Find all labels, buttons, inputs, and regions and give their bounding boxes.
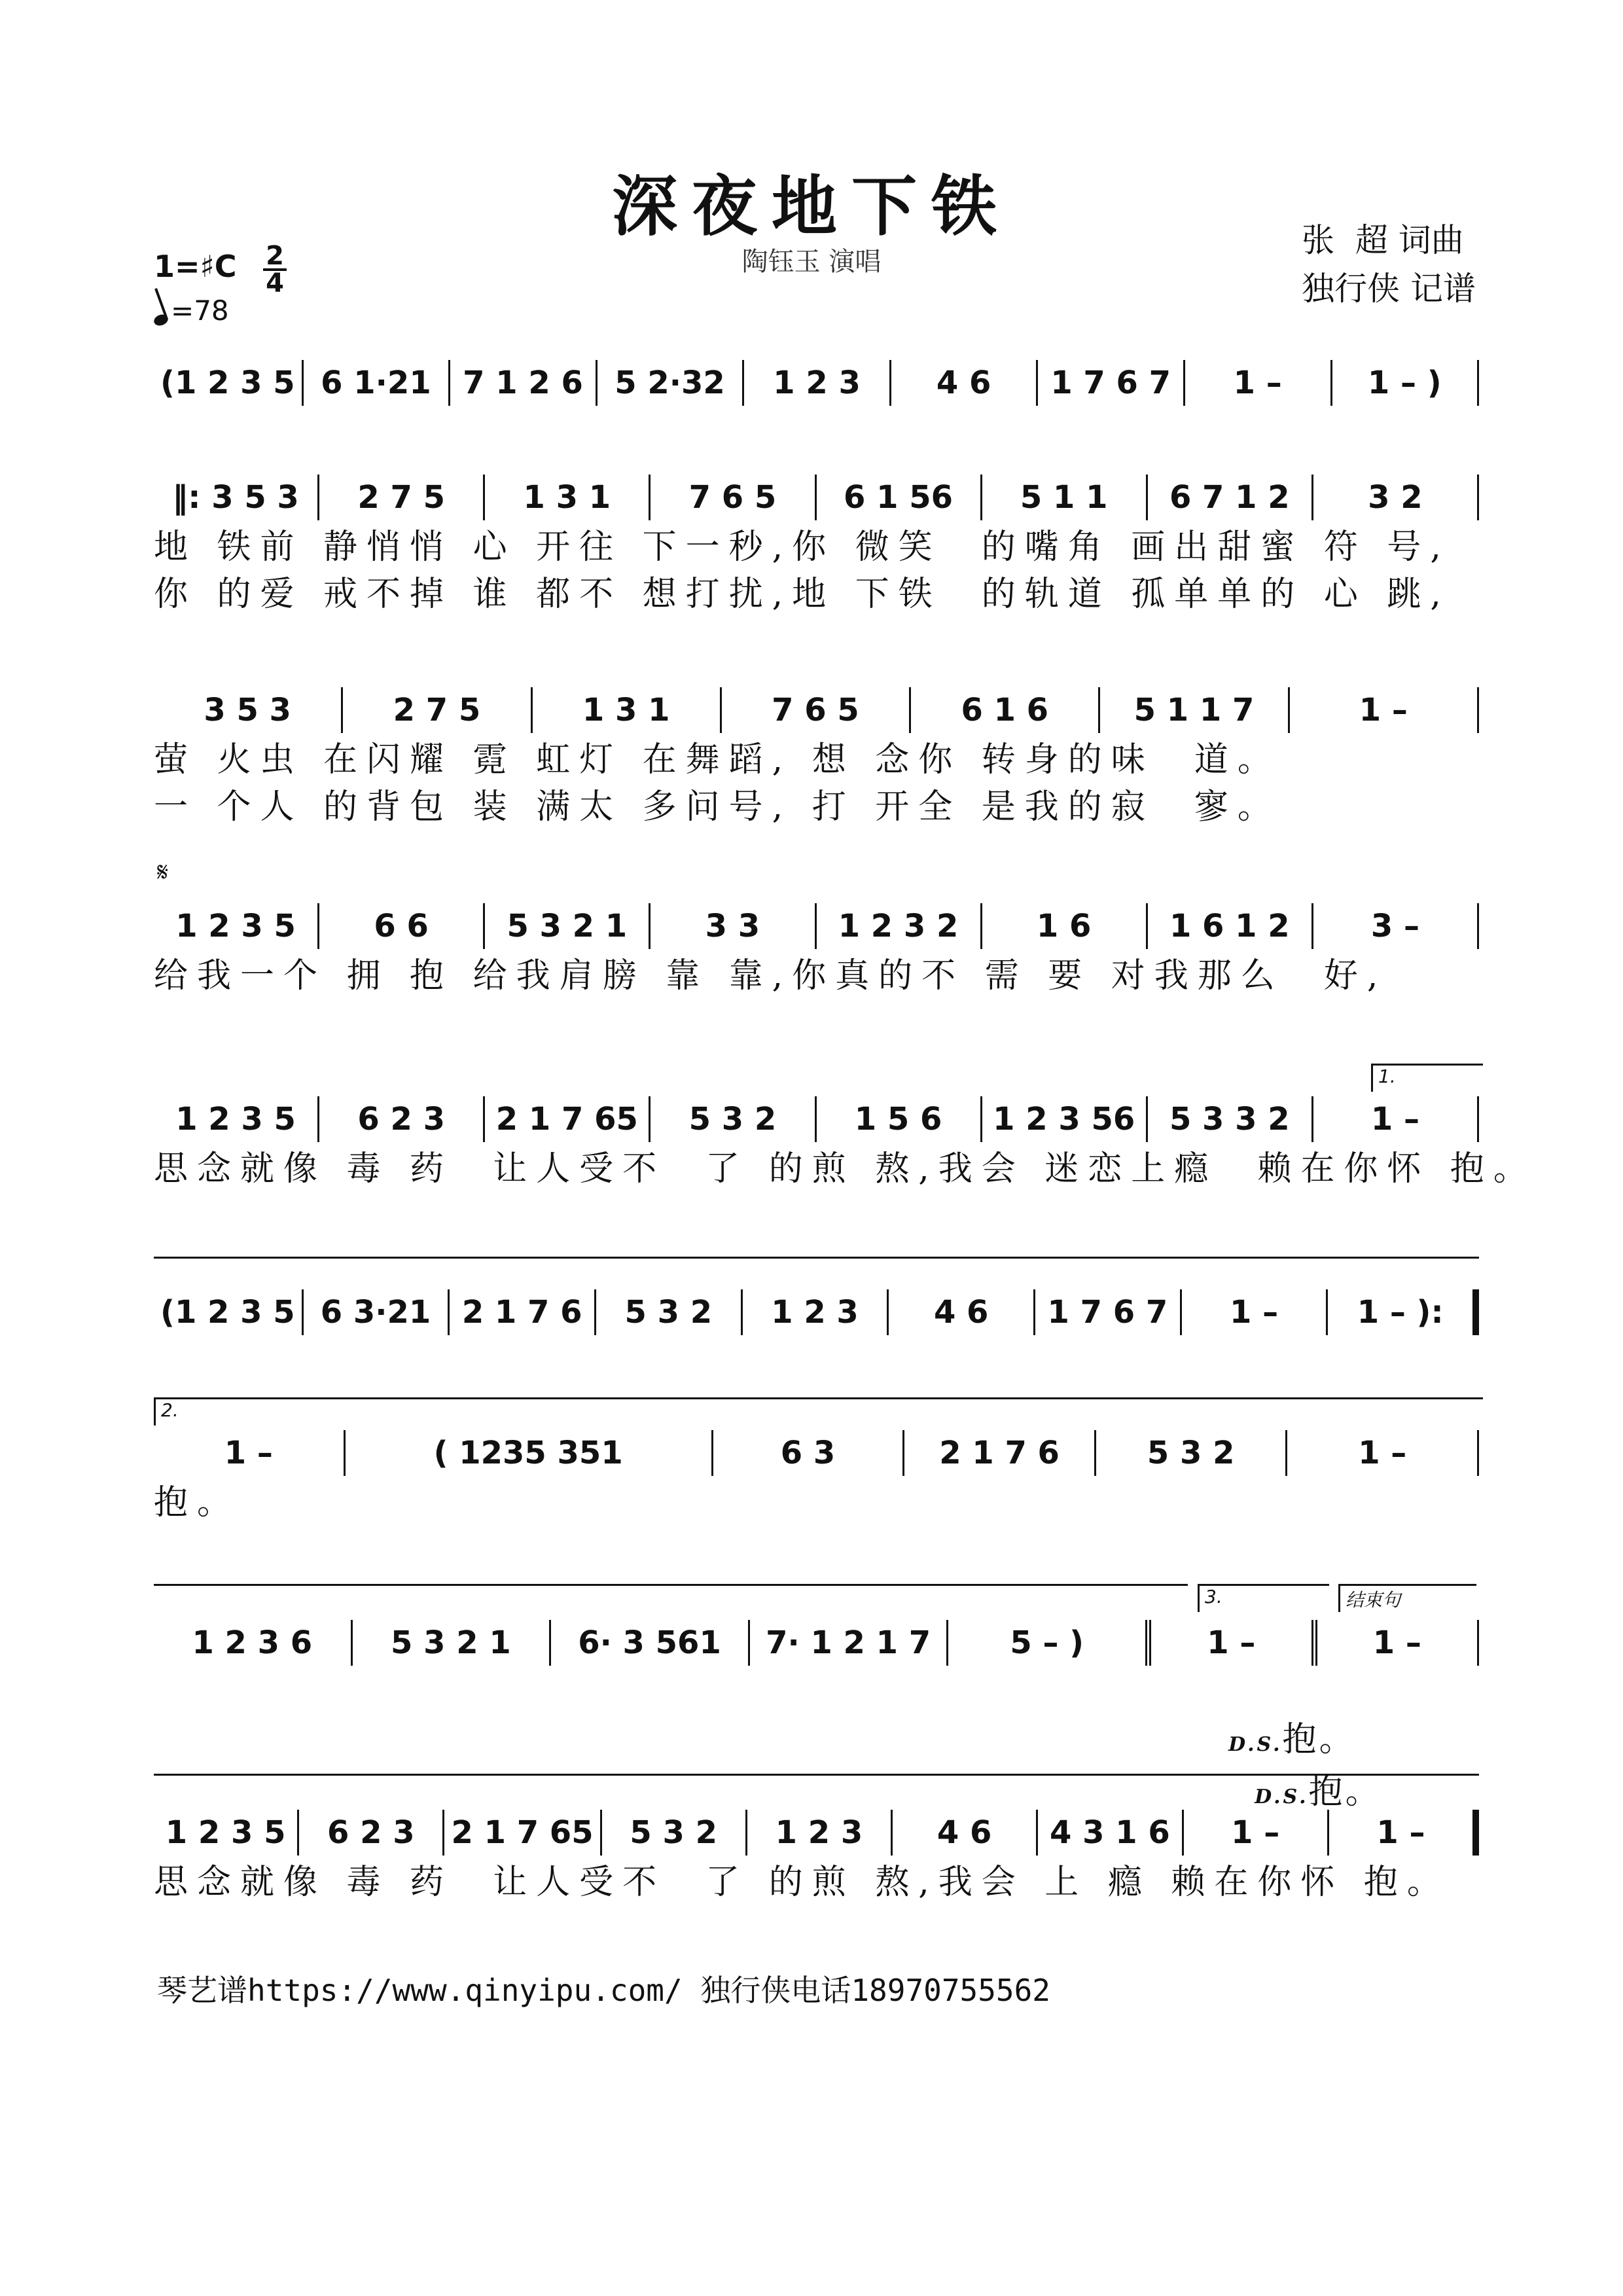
staff [154,357,1479,409]
measure: 1 – [1287,1430,1479,1476]
measure: 5 – ) [948,1620,1151,1666]
volta-3: 3. [1198,1584,1329,1612]
measure: 1 7 6 7 [1035,1289,1182,1335]
measure: 6· 3 561 [551,1620,750,1666]
measure: 2 1 7 65 [485,1096,651,1142]
volta-line [154,1584,1188,1586]
key-signature: 1=♯C [154,249,237,284]
staff [154,1427,1479,1479]
time-sig-top: 2 [266,241,284,271]
quarter-note-icon [152,313,169,328]
measure: (1 2 3 5 [154,360,304,406]
volta-2: 2. [154,1397,1483,1426]
measure: 6 3 [713,1430,905,1476]
measure: 6 7 1 2 [1148,475,1313,520]
volta-1: 1. [1371,1064,1483,1092]
segno-icon: 𝄋 [157,857,169,888]
measure: 5 1 1 7 [1100,687,1289,733]
measure: 1 2 3 [747,1810,893,1856]
measure: 2 1 7 6 [904,1430,1096,1476]
system-5 [154,1093,1537,1193]
measure: 3 2 [1313,475,1479,520]
measure: 5 3 2 1 [485,903,651,949]
lyric-line: 萤 火虫 在闪耀 霓 虹灯 在舞蹈, 想 念你 转身的味 道。 [154,740,1281,780]
measure: 5 1 1 [982,475,1148,520]
system-6 [154,1286,1479,1338]
singer-credit: 陶钰玉 演唱 [741,247,882,277]
staff [154,900,1479,952]
lyric-line: 思念就像 毒 药 让人受不 了 的煎 熬,我会 迷恋上瘾 赖在你怀 抱。 [154,1149,1537,1189]
measure: 5 3 2 [1096,1430,1288,1476]
measure: 7 6 5 [722,687,911,733]
time-signature [260,243,289,296]
time-sig-bottom: 4 [266,268,284,298]
measure: 1 2 3 6 [154,1620,353,1666]
ds-mark: D.S. [1255,1785,1309,1808]
lyric-line: 抱。 [154,1483,241,1522]
measure: 1 – [1182,1289,1329,1335]
measure: 7· 1 2 1 7 [750,1620,949,1666]
measure: 4 6 [893,1810,1038,1856]
staff [154,684,1479,736]
measure: 6 1 56 [817,475,982,520]
measure: 5 3 2 1 [353,1620,552,1666]
system-9 [154,1806,1479,1906]
measure: 1 5 6 [817,1096,982,1142]
measure: 7 6 5 [651,475,816,520]
measure: 6 2 3 [299,1810,444,1856]
measure: 2 7 5 [343,687,532,733]
volta-line [154,1257,1479,1259]
staff [154,1286,1479,1338]
measure: 1 – [154,1430,346,1476]
staff [154,471,1479,524]
measure: 1 3 1 [533,687,722,733]
staff [154,1806,1479,1859]
transcriber: 独行侠 记谱 [1302,270,1476,308]
measure: 1 2 3 2 [817,903,982,949]
lyric-line: 给我一个 拥 抱 给我肩膀 靠 靠,你真的不 需 要 对我那么 好, [154,956,1387,996]
measure: 5 3 2 [602,1810,747,1856]
volta-line [154,1774,1479,1776]
measure: 6 2 3 [319,1096,485,1142]
ds-mark: D.S. [1228,1733,1283,1756]
measure: 2 1 7 6 [450,1289,596,1335]
page-title: 深夜地下铁 [612,168,1011,245]
measure: 1 – [1185,360,1332,406]
ending-label: 结束句 [1338,1584,1476,1612]
lyric-line: 你 的爱 戒不掉 谁 都不 想打扰,地 下铁 的轨道 孤单单的 心 跳, [154,575,1450,614]
measure: 1 2 3 [744,360,891,406]
measure: 1 – [1151,1620,1317,1666]
measure: 2 1 7 65 [444,1810,601,1856]
lyricist-composer: 张 超 词曲 [1302,221,1464,259]
measure: 1 3 1 [485,475,651,520]
measure: 1 6 [982,903,1148,949]
system-2 [154,471,1479,618]
measure: 1 – [1313,1096,1479,1142]
measure: 1 7 6 7 [1038,360,1185,406]
lyric-word: 抱。 [1308,1772,1382,1812]
tempo [154,295,229,327]
measure: 4 6 [891,360,1039,406]
measure: 5 3 2 [596,1289,743,1335]
repeat-end-measure: 1 – ): [1328,1289,1479,1335]
staff [154,1093,1479,1145]
measure: 6 1·21 [304,360,451,406]
measure: (1 2 3 5 [154,1289,304,1335]
lyric-line: 地 铁前 静悄悄 心 开往 下一秒,你 微笑 的嘴角 画出甜蜜 符 号, [154,528,1450,567]
measure: 1 2 3 5 [154,1096,319,1142]
tempo-value: =78 [171,295,229,327]
measure: 1 2 3 5 [154,1810,299,1856]
measure: ( 1235 351 [346,1430,713,1476]
measure: 1 – ) [1332,360,1480,406]
measure: 2 7 5 [319,475,485,520]
system-7 [154,1427,1479,1526]
measure: 3 5 3 [154,687,343,733]
measure: 1 – [1290,687,1479,733]
lyric-line: 一 个人 的背包 装 满太 多问号, 打 开全 是我的寂 寥。 [154,787,1281,827]
measure: 1 2 3 5 [154,903,319,949]
system-4 [154,900,1479,999]
measure: 3 3 [651,903,816,949]
measure: 5 2·32 [597,360,745,406]
lyric-word: 抱。 [1282,1720,1356,1759]
footer-credit: 琴艺谱https://www.qinyipu.com/ 独行侠电话18970755562 [157,1973,1050,2008]
measure: 1 6 1 2 [1148,903,1313,949]
final-measure: 1 – [1329,1810,1479,1856]
measure: 6 3·21 [304,1289,450,1335]
measure: 1 – [1317,1620,1479,1666]
lyric-line: 思念就像 毒 药 让人受不 了 的煎 熬,我会 上 瘾 赖在你怀 抱。 [154,1863,1450,1902]
measure: 1 2 3 56 [982,1096,1148,1142]
measure: 4 3 1 6 [1038,1810,1183,1856]
measure: 1 2 3 [743,1289,889,1335]
measure: 1 – [1184,1810,1329,1856]
measure: 5 3 2 [651,1096,816,1142]
credits [1302,216,1476,313]
staff [154,1617,1479,1669]
ds-lyric-line [154,1669,1479,1812]
measure: 7 1 2 6 [450,360,597,406]
system-8 [154,1617,1479,1812]
system-3 [154,684,1479,831]
measure: 6 6 [319,903,485,949]
measure: ‖: 3 5 3 [154,475,319,520]
measure: 3 – [1313,903,1479,949]
measure: 4 6 [889,1289,1035,1335]
system-1 [154,357,1479,409]
measure: 6 1 6 [911,687,1100,733]
measure: 5 3 3 2 [1148,1096,1313,1142]
